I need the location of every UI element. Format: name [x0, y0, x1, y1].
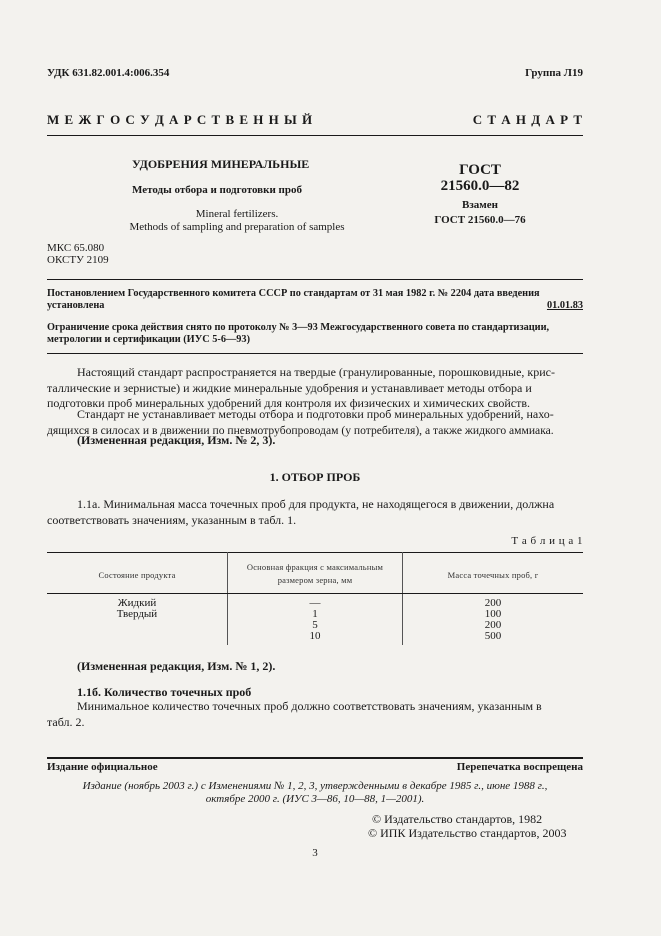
banner-standard: С Т А Н Д А Р Т: [472, 112, 583, 127]
section-116-line-2: табл. 2.: [47, 714, 85, 729]
table-header-fraction-line-1: Основная фракция с максимальным: [246, 562, 384, 572]
copyright-2003: © ИПК Издательство стандартов, 2003: [368, 826, 567, 840]
official-edition: Издание официальное: [47, 761, 158, 773]
decree-line-1: Постановлением Государственного комитета СССР по стандартам от 31 мая 1982 г. № 2204 дата введения: [47, 288, 540, 299]
section-116-paragraph: [47, 699, 583, 730]
reprint-prohibited: Перепечатка воспрещена: [456, 761, 583, 773]
banner-rule: [47, 135, 583, 136]
table-cell-liquid: Жидкий: [117, 597, 157, 609]
replaces-label: Взамен: [462, 199, 498, 211]
limit-line-1: Ограничение срока действия снято по протоколу № 3—93 Межгосударственного совета по стандартизации,: [47, 322, 550, 333]
section-1-heading: 1. ОТБОР ПРОБ: [269, 470, 361, 484]
table-cell-mass-0: 200: [484, 597, 502, 609]
title-en-2: Methods of sampling and preparation of samples: [129, 221, 345, 233]
replaces-gost: ГОСТ 21560.0—76: [434, 214, 526, 226]
edition-line-1: Издание (ноябрь 2003 г.) с Изменениями № 1, 2, 3, утвержденными в декабре 1985 г., июне 1988 г.,: [82, 780, 548, 792]
revision-note-2: (Измененная редакция, Изм. № 1, 2).: [77, 659, 276, 673]
group-code: Группа Л19: [525, 67, 583, 79]
footer-rule: [47, 757, 583, 759]
table-cell-mass-1: 100: [484, 608, 502, 620]
banner-interstate: М Е Ж Г О С У Д А Р С Т В Е Н Н Ы Й: [47, 112, 314, 127]
table-cell-fraction-2: 5: [312, 619, 318, 631]
decree-line-2: установлена: [47, 300, 105, 311]
doc-subtitle: Методы отбора и подготовки проб: [132, 184, 303, 196]
section-116-heading: 1.1б. Количество точечных проб: [77, 685, 252, 699]
section-1-paragraph: [47, 497, 583, 528]
table-header-rule: [47, 593, 583, 594]
table-cell-fraction-3: 10: [309, 630, 321, 642]
section-116-line-1: Минимальное количество точечных проб должно соответствовать значениям, указанным в: [77, 699, 542, 713]
table-cell-solid: Твердый: [116, 608, 158, 620]
table-header-fraction: [228, 562, 402, 585]
okstu-code: ОКСТУ 2109: [47, 254, 109, 266]
intro-p1-line-2: таллические и зернистые) и жидкие минеральные удобрения и устанавливает методы отбора и: [47, 380, 532, 395]
copyright-1982: © Издательство стандартов, 1982: [372, 812, 543, 826]
table-header-state: Состояние продукта: [98, 570, 176, 580]
edition-line-2: октябре 2000 г. (ИУС 3—86, 10—88, 1—2001).: [205, 793, 425, 805]
table-cell-mass-2: 200: [484, 619, 502, 631]
udk-code: УДК 631.82.001.4:006.354: [47, 67, 170, 79]
table-cell-mass-3: 500: [484, 630, 502, 642]
gost-number: 21560.0—82: [440, 178, 520, 194]
table-cell-fraction-1: 1: [312, 608, 318, 620]
gost-label: ГОСТ: [459, 162, 501, 178]
table-top-rule: [47, 552, 583, 553]
decree-date: 01.01.83: [546, 300, 583, 311]
table-header-mass: Масса точечных проб, г: [447, 570, 539, 580]
intro-p2-line-2: дящихся в силосах и в движении по пневмотрубопроводам (у потребителя), а также жидкого аммиака.: [47, 423, 554, 437]
title-en-1: Mineral fertilizers.: [195, 208, 279, 220]
limit-rule: [47, 353, 583, 354]
codes-rule: [47, 279, 583, 280]
limit-line-2: метрологии и сертификации (ИУС 5-6—93): [47, 334, 251, 345]
mks-code: МКС 65.080: [47, 242, 105, 254]
table-cell-fraction-0: —: [309, 597, 321, 609]
revision-note-1: (Измененная редакция, Изм. № 2, 3).: [77, 433, 276, 447]
intro-p2-line-1: Стандарт не устанавливает методы отбора и подготовки проб минеральных удобрений, нахо-: [77, 407, 554, 421]
doc-title: УДОБРЕНИЯ МИНЕРАЛЬНЫЕ: [132, 157, 310, 171]
table-caption: Т а б л и ц а 1: [511, 535, 583, 547]
section-1-line-2: соответствовать значениям, указанным в табл. 1.: [47, 512, 297, 527]
table-header-fraction-line-2: размером зерна, мм: [277, 575, 353, 585]
section-1-line-1: 1.1а. Минимальная масса точечных проб для продукта, не находящегося в движении, должна: [77, 497, 555, 511]
intro-p1-line-3: подготовки проб минеральных удобрений для контроля их физических и химических свойств.: [47, 396, 531, 410]
intro-p1-line-1: Настоящий стандарт распространяется на твердые (гранулированные, порошковидные, крис-: [77, 365, 556, 379]
intro-paragraph-1: [47, 365, 583, 412]
page-number: 3: [312, 847, 318, 859]
